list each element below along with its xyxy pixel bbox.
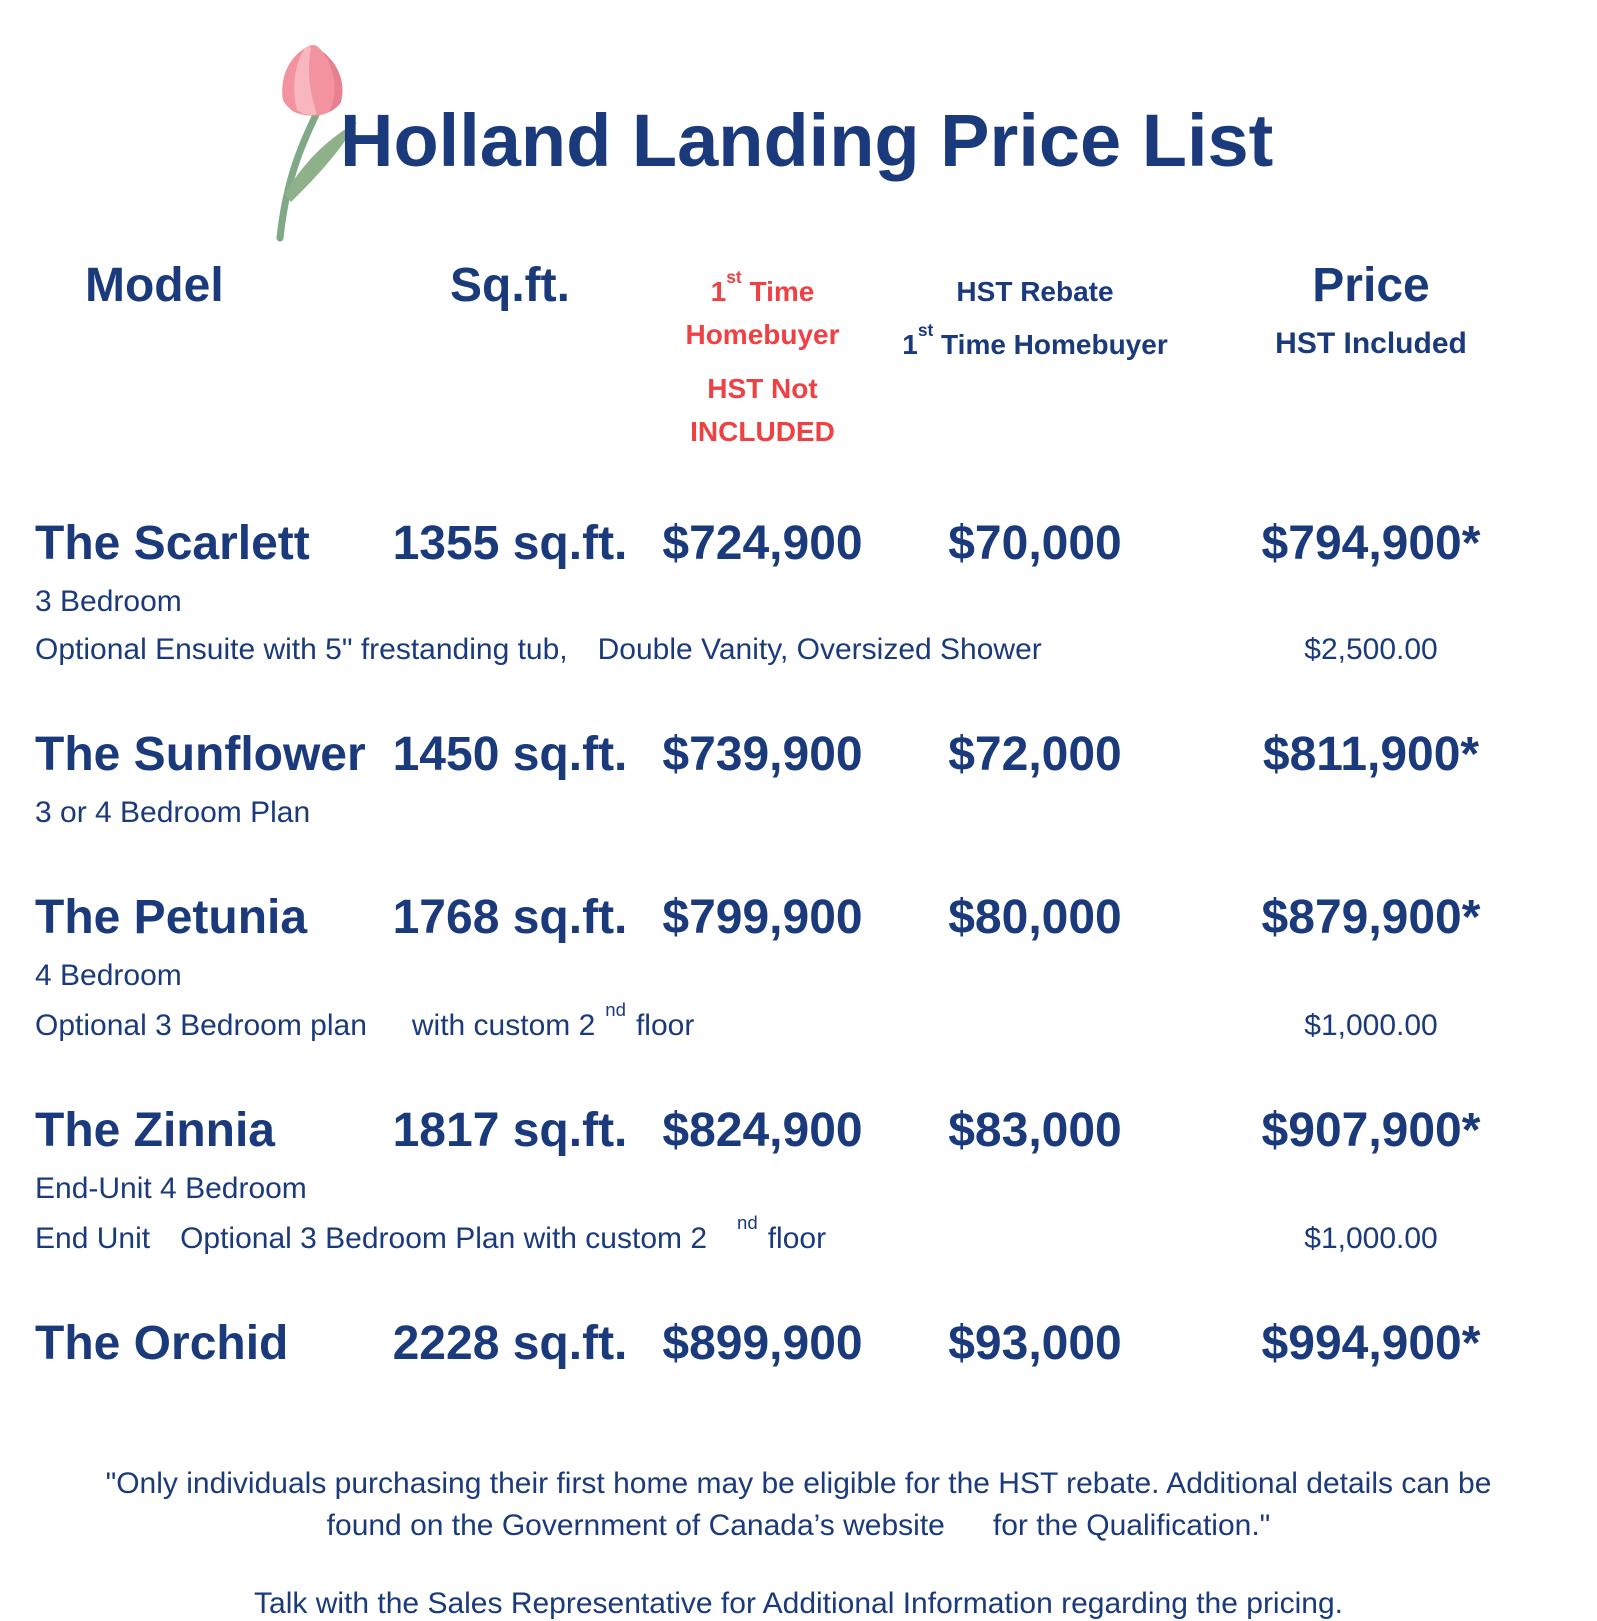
option-description: Optional Ensuite with 5" frestanding tub, Double Vanity, Oversized Shower (35, 632, 1042, 666)
total-price: $907,900* (1261, 1104, 1481, 1158)
total-price: $994,900* (1261, 1317, 1481, 1371)
model-subtitle: End-Unit 4 Bedroom (35, 1172, 307, 1206)
hst-disclaimer-line1: "Only individuals purchasing their first home may be eligible for the HST rebate. Additional details can be (105, 1466, 1492, 1500)
price-header-sub: HST Included (1275, 327, 1467, 360)
hst-rebate: $72,000 (948, 727, 1122, 781)
col-header-first-time-buyer (635, 258, 890, 454)
model-row (35, 1103, 1562, 1158)
option-price: $1,000.00 (1304, 1222, 1438, 1256)
rebate-header-line2: 1st Time Homebuyer (902, 320, 1168, 361)
model-sqft: 1450 sq.ft. (392, 727, 628, 781)
buyer-price: $799,900 (662, 890, 863, 944)
model-name: The Zinnia (35, 1104, 275, 1158)
column-header-row (35, 258, 1562, 454)
model-sqft: 2228 sq.ft. (392, 1317, 628, 1371)
model-row (35, 1316, 1562, 1371)
model-row (35, 516, 1562, 571)
page-header (35, 40, 1562, 240)
buyer-price: $824,900 (662, 1104, 863, 1158)
buyer-price: $739,900 (662, 727, 863, 781)
model-option-row (35, 1211, 1562, 1256)
total-price: $879,900* (1261, 890, 1481, 944)
model-name: The Scarlett (35, 516, 310, 570)
model-block-petunia (35, 890, 1562, 1043)
col-header-hst-rebate (890, 258, 1180, 367)
model-option-row (35, 998, 1562, 1043)
model-block-sunflower (35, 727, 1562, 830)
total-price: $811,900* (1262, 727, 1480, 781)
model-option-row (35, 633, 1562, 667)
model-subtitle: 4 Bedroom (35, 959, 182, 993)
option-price: $2,500.00 (1304, 632, 1438, 666)
hst-rebate: $70,000 (948, 516, 1122, 570)
col-header-sqft: Sq.ft. (450, 259, 570, 312)
model-subtitle: 3 Bedroom (35, 584, 182, 618)
option-description: Optional 3 Bedroom plan with custom 2 $^{nd}$ floor (35, 998, 695, 1043)
option-description: End Unit Optional 3 Bedroom Plan with custom 2 $^{nd}$ floor (35, 1211, 827, 1256)
col-header-model: Model (85, 259, 224, 312)
model-name: The Petunia (35, 890, 308, 944)
buyer-header-line1: 1st Time Homebuyer (685, 266, 840, 351)
buyer-header-line2: HST Not INCLUDED (690, 372, 835, 448)
buyer-price: $724,900 (662, 516, 863, 570)
rebate-header-line1: HST Rebate (956, 276, 1114, 307)
model-block-zinnia (35, 1103, 1562, 1256)
hst-disclaimer-line2: found on the Government of Canada’s website for the Qualification." (326, 1508, 1271, 1542)
sales-rep-note: Talk with the Sales Representative for Additional Information regarding the pricing. (254, 1586, 1343, 1620)
model-name: The Sunflower (35, 727, 366, 781)
hst-rebate: $93,000 (948, 1317, 1122, 1371)
model-block-scarlett (35, 516, 1562, 667)
model-row (35, 890, 1562, 945)
hst-rebate: $83,000 (948, 1104, 1122, 1158)
model-name: The Orchid (35, 1317, 289, 1371)
price-header-label: Price (1312, 259, 1430, 312)
page-title: Holland Landing Price List (340, 99, 1274, 182)
model-sqft: 1355 sq.ft. (392, 516, 628, 570)
model-sqft: 1817 sq.ft. (392, 1104, 628, 1158)
option-price: $1,000.00 (1304, 1009, 1438, 1043)
model-row (35, 727, 1562, 782)
footer-notes (35, 1467, 1562, 1621)
hst-rebate: $80,000 (948, 890, 1122, 944)
total-price: $794,900* (1261, 516, 1481, 570)
buyer-price: $899,900 (662, 1317, 863, 1371)
model-sqft: 1768 sq.ft. (392, 890, 628, 944)
model-block-orchid (35, 1316, 1562, 1371)
col-header-price (1180, 258, 1562, 361)
model-subtitle: 3 or 4 Bedroom Plan (35, 795, 311, 829)
